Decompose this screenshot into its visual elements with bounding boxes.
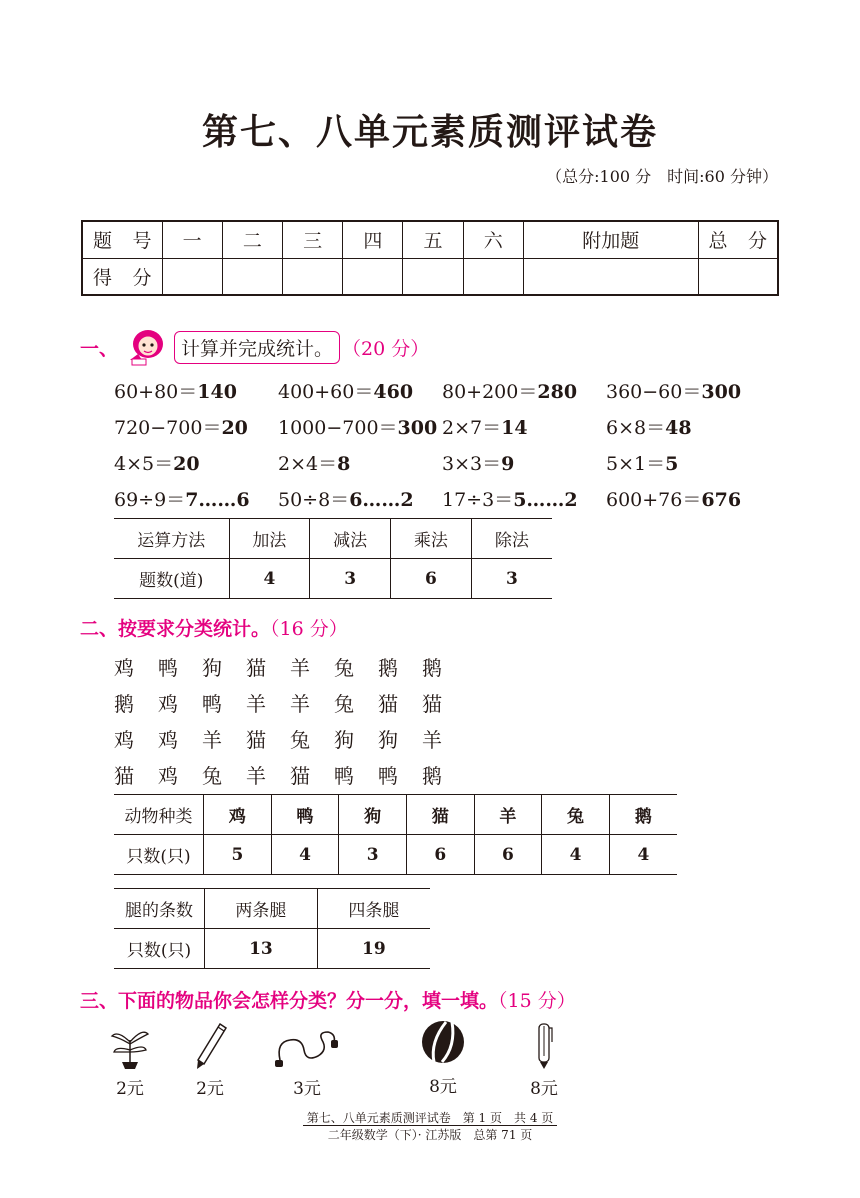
animal-count-table <box>114 794 677 875</box>
pencil-icon <box>190 1022 230 1070</box>
calc-answer: 20 <box>221 416 248 439</box>
table-header-cell: 狗 <box>339 795 407 835</box>
score-cell[interactable] <box>222 258 282 295</box>
calc-expression: 360−60＝ <box>606 380 702 403</box>
score-cell[interactable] <box>162 258 222 295</box>
calc-answer: 140 <box>197 380 237 403</box>
table-row-label: 只数(只) <box>114 929 205 969</box>
calc-expression: 69÷9＝ <box>114 488 186 511</box>
footer-book-info: 二年级数学（下）· 江苏版 总第 71 页 <box>327 1128 533 1142</box>
calc-answer: 5 <box>665 452 679 475</box>
animal-char: 猫 <box>422 691 442 716</box>
score-header-cell: 题 号 <box>82 221 162 258</box>
calc-answer: 8 <box>337 452 351 475</box>
section-1-number: 一、 <box>80 337 119 360</box>
calc-item <box>278 485 442 512</box>
score-header-cell: 总 分 <box>698 221 778 258</box>
animal-char: 羊 <box>422 727 442 752</box>
calc-item <box>606 413 770 440</box>
item-jump-rope <box>272 1022 342 1099</box>
table-row <box>114 559 552 599</box>
table-cell: 6 <box>474 835 542 875</box>
table-cell: 6 <box>391 559 472 599</box>
section-2-points: （16 分） <box>270 618 348 640</box>
jump-rope-icon <box>272 1022 342 1070</box>
table-cell: 5 <box>204 835 272 875</box>
table-header-cell: 兔 <box>542 795 610 835</box>
exam-meta: （总分:100 分 时间:60 分钟） <box>546 167 778 186</box>
score-header-cell: 五 <box>403 221 463 258</box>
calc-expression: 400+60＝ <box>278 380 374 403</box>
animal-char: 鸭 <box>158 655 178 680</box>
section-3-points: （15 分） <box>498 990 576 1012</box>
animal-char: 猫 <box>114 763 134 788</box>
table-cell: 4 <box>229 559 310 599</box>
score-table-score-row <box>82 258 778 295</box>
table-cell: 4 <box>542 835 610 875</box>
item-pen <box>526 1020 562 1099</box>
section-3-label: 三、下面的物品你会怎样分类？分一分，填一填。 <box>80 990 499 1012</box>
table-header-cell: 四条腿 <box>317 889 430 929</box>
animal-char: 鹅 <box>422 763 442 788</box>
calc-item <box>606 485 770 512</box>
table-header-cell: 除法 <box>471 519 552 559</box>
animal-char: 猫 <box>290 763 310 788</box>
calc-expression: 720−700＝ <box>114 416 222 439</box>
score-row-label: 得 分 <box>82 258 162 295</box>
calc-answer: 14 <box>501 416 528 439</box>
table-row <box>114 929 430 969</box>
leg-count-table <box>114 888 430 969</box>
item-price: 8元 <box>429 1077 457 1097</box>
calculation-grid <box>114 372 774 516</box>
animal-char: 猫 <box>378 691 398 716</box>
score-header-cell: 六 <box>463 221 523 258</box>
calc-expression: 1000−700＝ <box>278 416 398 439</box>
animal-row <box>114 756 466 792</box>
table-cell: 3 <box>339 835 407 875</box>
animal-char: 鸭 <box>378 763 398 788</box>
table-row-label: 题数(道) <box>114 559 229 599</box>
score-cell[interactable] <box>523 258 698 295</box>
table-header-cell: 鹅 <box>609 795 677 835</box>
calc-item <box>606 377 770 404</box>
calc-answer: 676 <box>701 488 742 511</box>
calc-item <box>442 449 606 476</box>
calc-answer: 460 <box>373 380 414 403</box>
ball-icon <box>420 1016 466 1068</box>
animal-list <box>114 648 466 792</box>
score-table-header-row <box>82 221 778 258</box>
calc-row <box>114 408 774 444</box>
score-header-cell: 三 <box>282 221 342 258</box>
footer-page-info <box>0 1109 860 1126</box>
pen-icon <box>526 1020 562 1070</box>
calc-expression: 17÷3＝ <box>442 488 514 511</box>
calc-row <box>114 480 774 516</box>
animal-char: 兔 <box>290 727 310 752</box>
animal-char: 鹅 <box>114 691 134 716</box>
animal-char: 鸭 <box>334 763 354 788</box>
table-cell: 4 <box>271 835 339 875</box>
table-header-cell: 羊 <box>474 795 542 835</box>
calc-answer: 5……2 <box>513 488 578 511</box>
calc-answer: 300 <box>701 380 742 403</box>
table-header-cell: 猫 <box>406 795 474 835</box>
animal-char: 猫 <box>246 727 266 752</box>
animal-char: 鸡 <box>114 655 134 680</box>
animal-char: 羊 <box>246 763 266 788</box>
animal-char: 羊 <box>246 691 266 716</box>
item-price: 3元 <box>293 1079 321 1099</box>
score-cell[interactable] <box>463 258 523 295</box>
calc-item <box>278 413 442 440</box>
item-pencil <box>190 1022 230 1099</box>
score-cell[interactable] <box>403 258 463 295</box>
section-2-heading <box>80 614 348 641</box>
calc-expression: 4×5＝ <box>114 452 174 475</box>
section-1-heading <box>80 326 429 368</box>
calc-answer: 48 <box>665 416 692 439</box>
table-row <box>114 519 552 559</box>
score-cell[interactable] <box>698 258 778 295</box>
table-header-cell: 乘法 <box>391 519 472 559</box>
score-cell[interactable] <box>343 258 403 295</box>
score-header-cell: 四 <box>343 221 403 258</box>
calc-answer: 7……6 <box>185 488 250 511</box>
table-cell: 4 <box>609 835 677 875</box>
calc-answer: 6……2 <box>349 488 414 511</box>
animal-row <box>114 720 466 756</box>
calc-item <box>442 485 606 512</box>
table-row <box>114 795 677 835</box>
table-row <box>114 889 430 929</box>
item-price: 8元 <box>530 1079 558 1099</box>
animal-char: 兔 <box>202 763 222 788</box>
calc-row <box>114 444 774 480</box>
table-header-cell: 腿的条数 <box>114 889 205 929</box>
calc-expression: 60+80＝ <box>114 380 198 403</box>
calc-item <box>114 485 278 512</box>
calc-item <box>114 413 278 440</box>
calc-row <box>114 372 774 408</box>
table-cell: 6 <box>406 835 474 875</box>
animal-char: 鸭 <box>202 691 222 716</box>
calc-expression: 5×1＝ <box>606 452 666 475</box>
calc-item <box>278 377 442 404</box>
animal-char: 鸡 <box>158 727 178 752</box>
animal-char: 鹅 <box>378 655 398 680</box>
table-header-cell: 运算方法 <box>114 519 229 559</box>
item-plant <box>108 1022 152 1099</box>
calc-expression: 50÷8＝ <box>278 488 350 511</box>
section-1-points: （20 分） <box>342 337 430 360</box>
score-table <box>81 220 779 296</box>
table-header-cell: 两条腿 <box>205 889 318 929</box>
table-cell: 3 <box>471 559 552 599</box>
calc-expression: 600+76＝ <box>606 488 702 511</box>
plant-icon <box>108 1022 152 1070</box>
table-header-cell: 动物种类 <box>114 795 204 835</box>
table-cell: 19 <box>317 929 430 969</box>
animal-char: 鸡 <box>158 691 178 716</box>
calc-expression: 2×7＝ <box>442 416 502 439</box>
table-header-cell: 减法 <box>310 519 391 559</box>
calc-item <box>114 377 278 404</box>
table-row <box>114 835 677 875</box>
animal-char: 鸡 <box>158 763 178 788</box>
animal-char: 羊 <box>290 691 310 716</box>
animal-char: 鸡 <box>114 727 134 752</box>
animal-row <box>114 648 466 684</box>
calc-answer: 280 <box>537 380 578 403</box>
table-header-cell: 鸡 <box>204 795 272 835</box>
calc-expression: 80+200＝ <box>442 380 538 403</box>
calc-answer: 9 <box>501 452 515 475</box>
animal-char: 狗 <box>334 727 354 752</box>
calc-item <box>114 449 278 476</box>
score-header-cell: 附加题 <box>523 221 698 258</box>
calc-item <box>442 413 606 440</box>
section-3-heading <box>80 986 576 1013</box>
footer-line-1: 第七、八单元素质测评试卷 第 1 页 共 4 页 <box>303 1111 558 1126</box>
calc-answer: 300 <box>397 416 438 439</box>
item-ball <box>420 1016 466 1097</box>
table-header-cell: 加法 <box>229 519 310 559</box>
calc-item <box>606 449 770 476</box>
calc-item <box>442 377 606 404</box>
animal-char: 羊 <box>202 727 222 752</box>
table-cell: 3 <box>310 559 391 599</box>
animal-char: 狗 <box>378 727 398 752</box>
page-title: 第七、八单元素质测评试卷 <box>201 111 658 153</box>
calc-item <box>278 449 442 476</box>
calc-expression: 6×8＝ <box>606 416 666 439</box>
score-header-cell: 一 <box>162 221 222 258</box>
table-cell: 13 <box>205 929 318 969</box>
animal-char: 兔 <box>334 691 354 716</box>
table-header-cell: 鸭 <box>271 795 339 835</box>
operation-count-table <box>114 518 552 599</box>
item-price: 2元 <box>196 1079 224 1099</box>
calc-expression: 2×4＝ <box>278 452 338 475</box>
animal-char: 猫 <box>246 655 266 680</box>
score-cell[interactable] <box>282 258 342 295</box>
table-row-label: 只数(只) <box>114 835 204 875</box>
animal-char: 鹅 <box>422 655 442 680</box>
item-price: 2元 <box>116 1079 144 1099</box>
calc-answer: 20 <box>173 452 200 475</box>
animal-row <box>114 684 466 720</box>
score-header-cell: 二 <box>222 221 282 258</box>
animal-char: 兔 <box>334 655 354 680</box>
animal-char: 羊 <box>290 655 310 680</box>
animal-char: 狗 <box>202 655 222 680</box>
section-1-label: 计算并完成统计。 <box>174 331 340 364</box>
section-2-label: 二、按要求分类统计。 <box>80 618 271 640</box>
calc-expression: 3×3＝ <box>442 452 502 475</box>
girl-mascot-icon <box>122 326 170 368</box>
